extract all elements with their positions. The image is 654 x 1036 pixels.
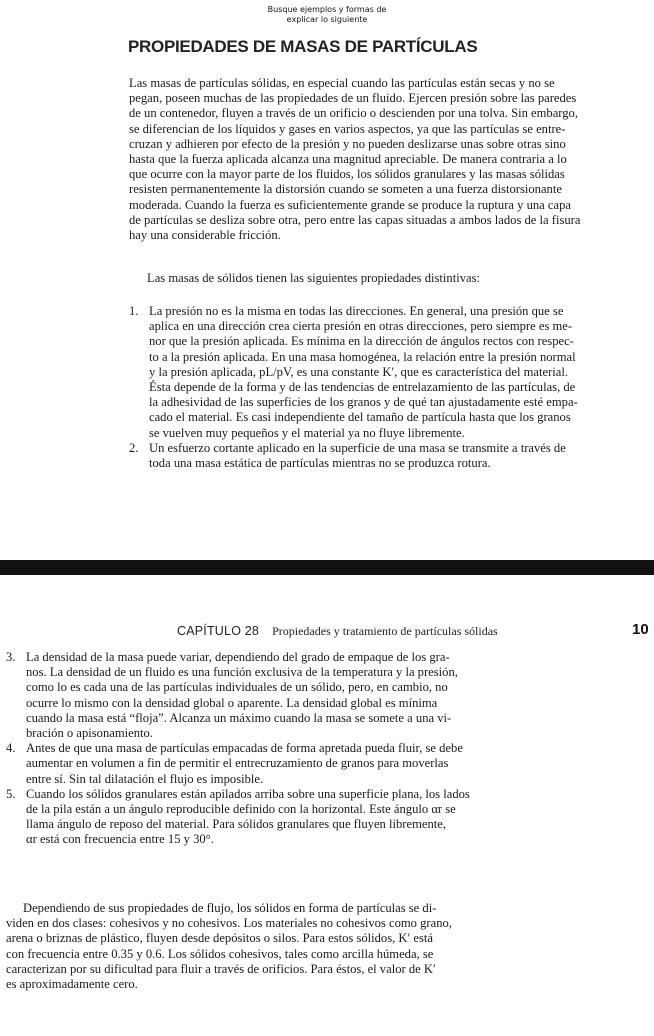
text-line: cuando la masa está “floja”. Alcanza un máximo cuando la masa se somete a una vi- bbox=[26, 710, 452, 725]
list-item-number: 1. bbox=[129, 304, 139, 318]
text-line: es aproximadamente cero. bbox=[6, 977, 138, 992]
list-item-number: 5. bbox=[6, 786, 16, 801]
text-line: de un contenedor, fluyen a través de un orificio o descienden por una tolva. Sin embargo, bbox=[129, 106, 579, 121]
text-line: Antes de que una masa de partículas empacadas de forma apretada pueda fluir, se debe bbox=[26, 741, 463, 756]
handwritten-note bbox=[0, 5, 654, 25]
text-line: bración o apisonamiento. bbox=[26, 726, 153, 741]
text-line: ocurre lo mismo con la densidad global o aparente. La densidad global es mínima bbox=[26, 695, 438, 710]
text-line: Ésta depende de la forma y de las tendencias de entrelazamiento de las partículas, de bbox=[149, 380, 576, 395]
page-number: 10 bbox=[632, 621, 649, 638]
text-line: Un esfuerzo cortante aplicado en la superficie de una masa se transmite a través de bbox=[149, 440, 566, 455]
text-line: Las masas de partículas sólidas, en especial cuando las partículas están secas y no se bbox=[129, 76, 555, 90]
text-line: que ocurre con la mayor parte de los fluidos, los sólidos granulares y las masas sólidas bbox=[129, 167, 565, 182]
text-line: nor que la presión aplicada. Es mínima en la dirección de ángulos rectos con respec- bbox=[149, 334, 574, 349]
list-item bbox=[6, 741, 644, 787]
text-line: hay una considerable fricción. bbox=[129, 228, 281, 243]
list-item-number: 4. bbox=[6, 741, 16, 756]
text-line: nos. La densidad de un fluido es una función exclusiva de la temperatura y la presión, bbox=[26, 665, 458, 680]
text-line: toda una masa estática de partículas mientras no se produzca rotura. bbox=[149, 456, 491, 471]
text-line: se diferencian de los líquidos y gases en varios aspectos, ya que las partículas se entre- bbox=[129, 121, 566, 136]
list-item-number: 2. bbox=[129, 440, 139, 455]
list-item bbox=[129, 441, 644, 471]
text-line: aumentar en volumen a fin de permitir el entrecruzamiento de granos para moverlas bbox=[26, 756, 449, 771]
page-separator-band bbox=[0, 560, 654, 575]
text-line: caracterizan por su dificultad para fluir a través de orificios. Para éstos, el valor de K′ bbox=[6, 961, 436, 976]
text-line: La densidad de la masa puede variar, dependiendo del grado de empaque de los gra- bbox=[26, 650, 450, 664]
properties-list-part-1 bbox=[129, 304, 644, 471]
text-line: llama ángulo de reposo del material. Para sólidos granulares que fluyen libremente, bbox=[26, 817, 447, 832]
list-item bbox=[129, 304, 644, 441]
text-line: Cuando los sólidos granulares están apilados arriba sobre una superficie plana, los lados bbox=[26, 786, 470, 801]
section-title: PROPIEDADES DE MASAS DE PARTÍCULAS bbox=[128, 37, 478, 56]
text-line: entre sí. Sin tal dilatación el flujo es imposible. bbox=[26, 771, 264, 786]
note-line-1: Busque ejemplos y formas de bbox=[267, 5, 387, 14]
text-line: resisten permanentemente la distorsión cuando se someten a una fuerza distorsionante bbox=[129, 182, 562, 197]
text-line: de la pila están a un ángulo reproducible definido con la horizontal. Este ángulo αr se bbox=[26, 802, 456, 817]
text-line: to a la presión aplicada. En una masa homogénea, la relación entre la presión normal bbox=[149, 349, 576, 364]
text-line: y la presión aplicada, pL/pV, es una constante K′, que es característica del material. bbox=[149, 364, 568, 379]
chapter-label: CAPÍTULO 28 bbox=[177, 624, 260, 638]
text-line: viden en dos clases: cohesivos y no cohesivos. Los materiales no cohesivos como grano, bbox=[6, 916, 452, 931]
chapter-title: Propiedades y tratamiento de partículas sólidas bbox=[272, 624, 498, 638]
text-line: con frecuencia entre 0.35 y 0.6. Los sólidos cohesivos, tales como arcilla húmeda, se bbox=[6, 946, 434, 961]
list-item-number: 3. bbox=[6, 650, 16, 664]
text-line: de partículas se desliza sobre otra, pero entre las capas situadas a ambos lados de la fisura bbox=[129, 212, 581, 227]
intro-second-paragraph: Las masas de sólidos tienen las siguientes propiedades distintivas: bbox=[147, 271, 480, 285]
note-line-2: explicar lo siguiente bbox=[286, 15, 368, 24]
text-line: arena o briznas de plástico, fluyen desde depósitos o silos. Para estos sólidos, K′ está bbox=[6, 931, 434, 946]
text-line: pegan, poseen muchas de las propiedades de un fluido. Ejercen presión sobre las paredes bbox=[129, 91, 577, 106]
list-item bbox=[6, 787, 644, 848]
text-line: se vuelven muy pequeños y el material ya no fluye libremente. bbox=[149, 425, 465, 440]
text-line: Dependiendo de sus propiedades de flujo, los sólidos en forma de partículas se di- bbox=[23, 901, 437, 915]
closing-paragraph bbox=[6, 901, 644, 992]
text-line: como lo es cada una de las partículas individuales de un sólido, pero, en cambio, no bbox=[26, 680, 448, 695]
text-line: aplica en una dirección crea cierta presión en otras direcciones, pero siempre es me- bbox=[149, 319, 573, 334]
properties-list-part-2 bbox=[6, 650, 644, 848]
text-line: La presión no es la misma en todas las direcciones. En general, una presión que se bbox=[149, 304, 564, 318]
text-line: αr está con frecuencia entre 15 y 30°. bbox=[26, 832, 214, 847]
running-header bbox=[177, 624, 654, 644]
text-line: hasta que la fuerza aplicada alcanza una magnitud apreciable. De manera contraria a lo bbox=[129, 152, 567, 167]
text-line: cruzan y adhieren por efecto de la presión y no pueden deslizarse unas sobre otras sino bbox=[129, 136, 566, 151]
intro-paragraph bbox=[129, 76, 644, 243]
text-line: cado el material. Es casi independiente del tamaño de partícula hasta que los granos bbox=[149, 410, 571, 425]
text-line: moderada. Cuando la fuerza es suficientemente grande se produce la ruptura y una capa bbox=[129, 197, 571, 212]
list-item bbox=[6, 650, 644, 741]
text-line: la adhesividad de las superficies de los granos y de qué tan ajustadamente esté empa- bbox=[149, 395, 578, 410]
